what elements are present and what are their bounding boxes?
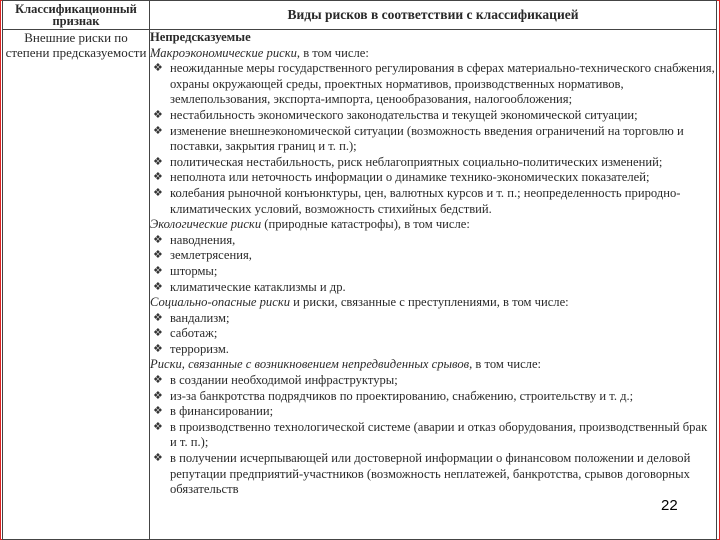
list-item-text: неполнота или неточность информации о динамике технико-экономических показателей;: [170, 170, 650, 185]
diamond-bullet-icon: ❖: [153, 171, 163, 184]
diamond-bullet-icon: ❖: [153, 249, 163, 262]
risk-groups: [150, 46, 716, 498]
list-item: [150, 342, 716, 358]
diamond-bullet-icon: ❖: [153, 108, 163, 121]
list-item-text: неожиданные меры государственного регулирования в сферах материально-технического снабжения, охраны окружающей среды, проектных нормативов, производственных нормативов, землепользования, экспорта-импорта, ценообразования, налогообложения;: [170, 61, 715, 107]
list-item: [150, 108, 716, 124]
list-item: [150, 280, 716, 296]
risk-group-heading-rest: и риски, связанные с преступлениями, в том числе:: [290, 295, 569, 310]
risk-list: [150, 373, 716, 498]
diamond-bullet-icon: ❖: [153, 342, 163, 355]
risk-list-cell: [150, 30, 717, 540]
risk-group-heading: [150, 217, 716, 233]
risk-group-heading-rest: (природные катастрофы), в том числе:: [261, 217, 470, 232]
diamond-bullet-icon: ❖: [153, 62, 163, 75]
list-item: [150, 61, 716, 108]
risk-group-heading-rest: , в том числе:: [296, 45, 369, 60]
diamond-bullet-icon: ❖: [153, 155, 163, 168]
list-item-text: вандализм;: [170, 310, 230, 325]
diamond-bullet-icon: ❖: [153, 264, 163, 277]
diamond-bullet-icon: ❖: [153, 420, 163, 433]
list-item: [150, 404, 716, 420]
risk-group-name: Риски, связанные с возникновением непредвиденных срывов: [150, 357, 470, 372]
list-item: [150, 248, 716, 264]
list-item-text: землетрясения,: [170, 248, 252, 263]
list-item: [150, 124, 716, 155]
risk-group-name: Социально-опасные риски: [150, 295, 291, 310]
list-item-text: наводнения,: [170, 232, 236, 247]
risk-group-heading-rest: , в том числе:: [469, 357, 542, 372]
risk-group-heading: [150, 46, 716, 62]
diamond-bullet-icon: ❖: [153, 327, 163, 340]
list-item-text: терроризм.: [170, 341, 229, 356]
list-item-text: климатические катаклизмы и др.: [170, 279, 346, 294]
diamond-bullet-icon: ❖: [153, 124, 163, 137]
risk-group-heading: [150, 357, 716, 373]
diamond-bullet-icon: ❖: [153, 452, 163, 465]
header-row: [3, 1, 717, 30]
list-item-text: в производственно технологической системе (аварии и отказ оборудования, производственный брак и т. п.);: [170, 419, 708, 450]
page-number: 22: [661, 497, 678, 514]
classification-label: Внешние риски по степени предсказуемости: [5, 30, 147, 60]
content-row: [3, 30, 717, 540]
diamond-bullet-icon: ❖: [153, 405, 163, 418]
header-risk-types: Виды рисков в соответствии с классификацией: [150, 1, 717, 30]
risk-group-heading: [150, 295, 716, 311]
list-item-text: в финансировании;: [170, 404, 274, 419]
list-item-text: из-за банкротства подрядчиков по проектированию, снабжению, строительству и т. д.;: [170, 388, 634, 403]
list-item: [150, 373, 716, 389]
list-item: [150, 170, 716, 186]
list-item: [150, 420, 716, 451]
diamond-bullet-icon: ❖: [153, 311, 163, 324]
list-item-text: изменение внешнеэкономической ситуации (возможность введения ограничений на торговлю и поставки, закрытия границ и т. п.);: [170, 123, 684, 154]
list-item: [150, 264, 716, 280]
risk-list: [150, 233, 716, 295]
risk-list: [150, 61, 716, 217]
list-item: [150, 155, 716, 171]
list-item: [150, 311, 716, 327]
list-item-text: политическая нестабильность, риск неблагоприятных социально-политических изменений;: [170, 154, 663, 169]
diamond-bullet-icon: ❖: [153, 233, 163, 246]
header-classification: Классификационный признак: [3, 1, 150, 30]
list-item: [150, 186, 716, 217]
classification-cell: [3, 30, 150, 540]
diamond-bullet-icon: ❖: [153, 280, 163, 293]
list-item-text: в получении исчерпывающей или достоверной информации о финансовом положении и деловой репутации предприятий-участников (возможность неплатежей, банкротства, срывов договорных обязательств: [170, 451, 691, 497]
list-item-text: саботаж;: [170, 326, 218, 341]
list-item: [150, 389, 716, 405]
diamond-bullet-icon: ❖: [153, 186, 163, 199]
list-item-text: в создании необходимой инфраструктуры;: [170, 373, 398, 388]
list-item-text: колебания рыночной конъюнктуры, цен, валютных курсов и т. п.; неопределенность природно-климатических условий, возможность стихийных бедствий.: [170, 185, 681, 216]
list-item-text: нестабильность экономического законодательства и текущей экономической ситуации;: [170, 107, 638, 122]
list-item: [150, 451, 716, 498]
risk-list: [150, 311, 716, 358]
diamond-bullet-icon: ❖: [153, 389, 163, 402]
risk-group-name: Экологические риски: [150, 217, 262, 232]
risk-group-name: Макроэкономические риски: [150, 45, 297, 60]
list-item: [150, 326, 716, 342]
list-item-text: штормы;: [170, 263, 218, 278]
section-title: Непредсказуемые: [150, 30, 251, 44]
diamond-bullet-icon: ❖: [153, 374, 163, 387]
risk-table: [2, 0, 717, 540]
list-item: [150, 233, 716, 249]
